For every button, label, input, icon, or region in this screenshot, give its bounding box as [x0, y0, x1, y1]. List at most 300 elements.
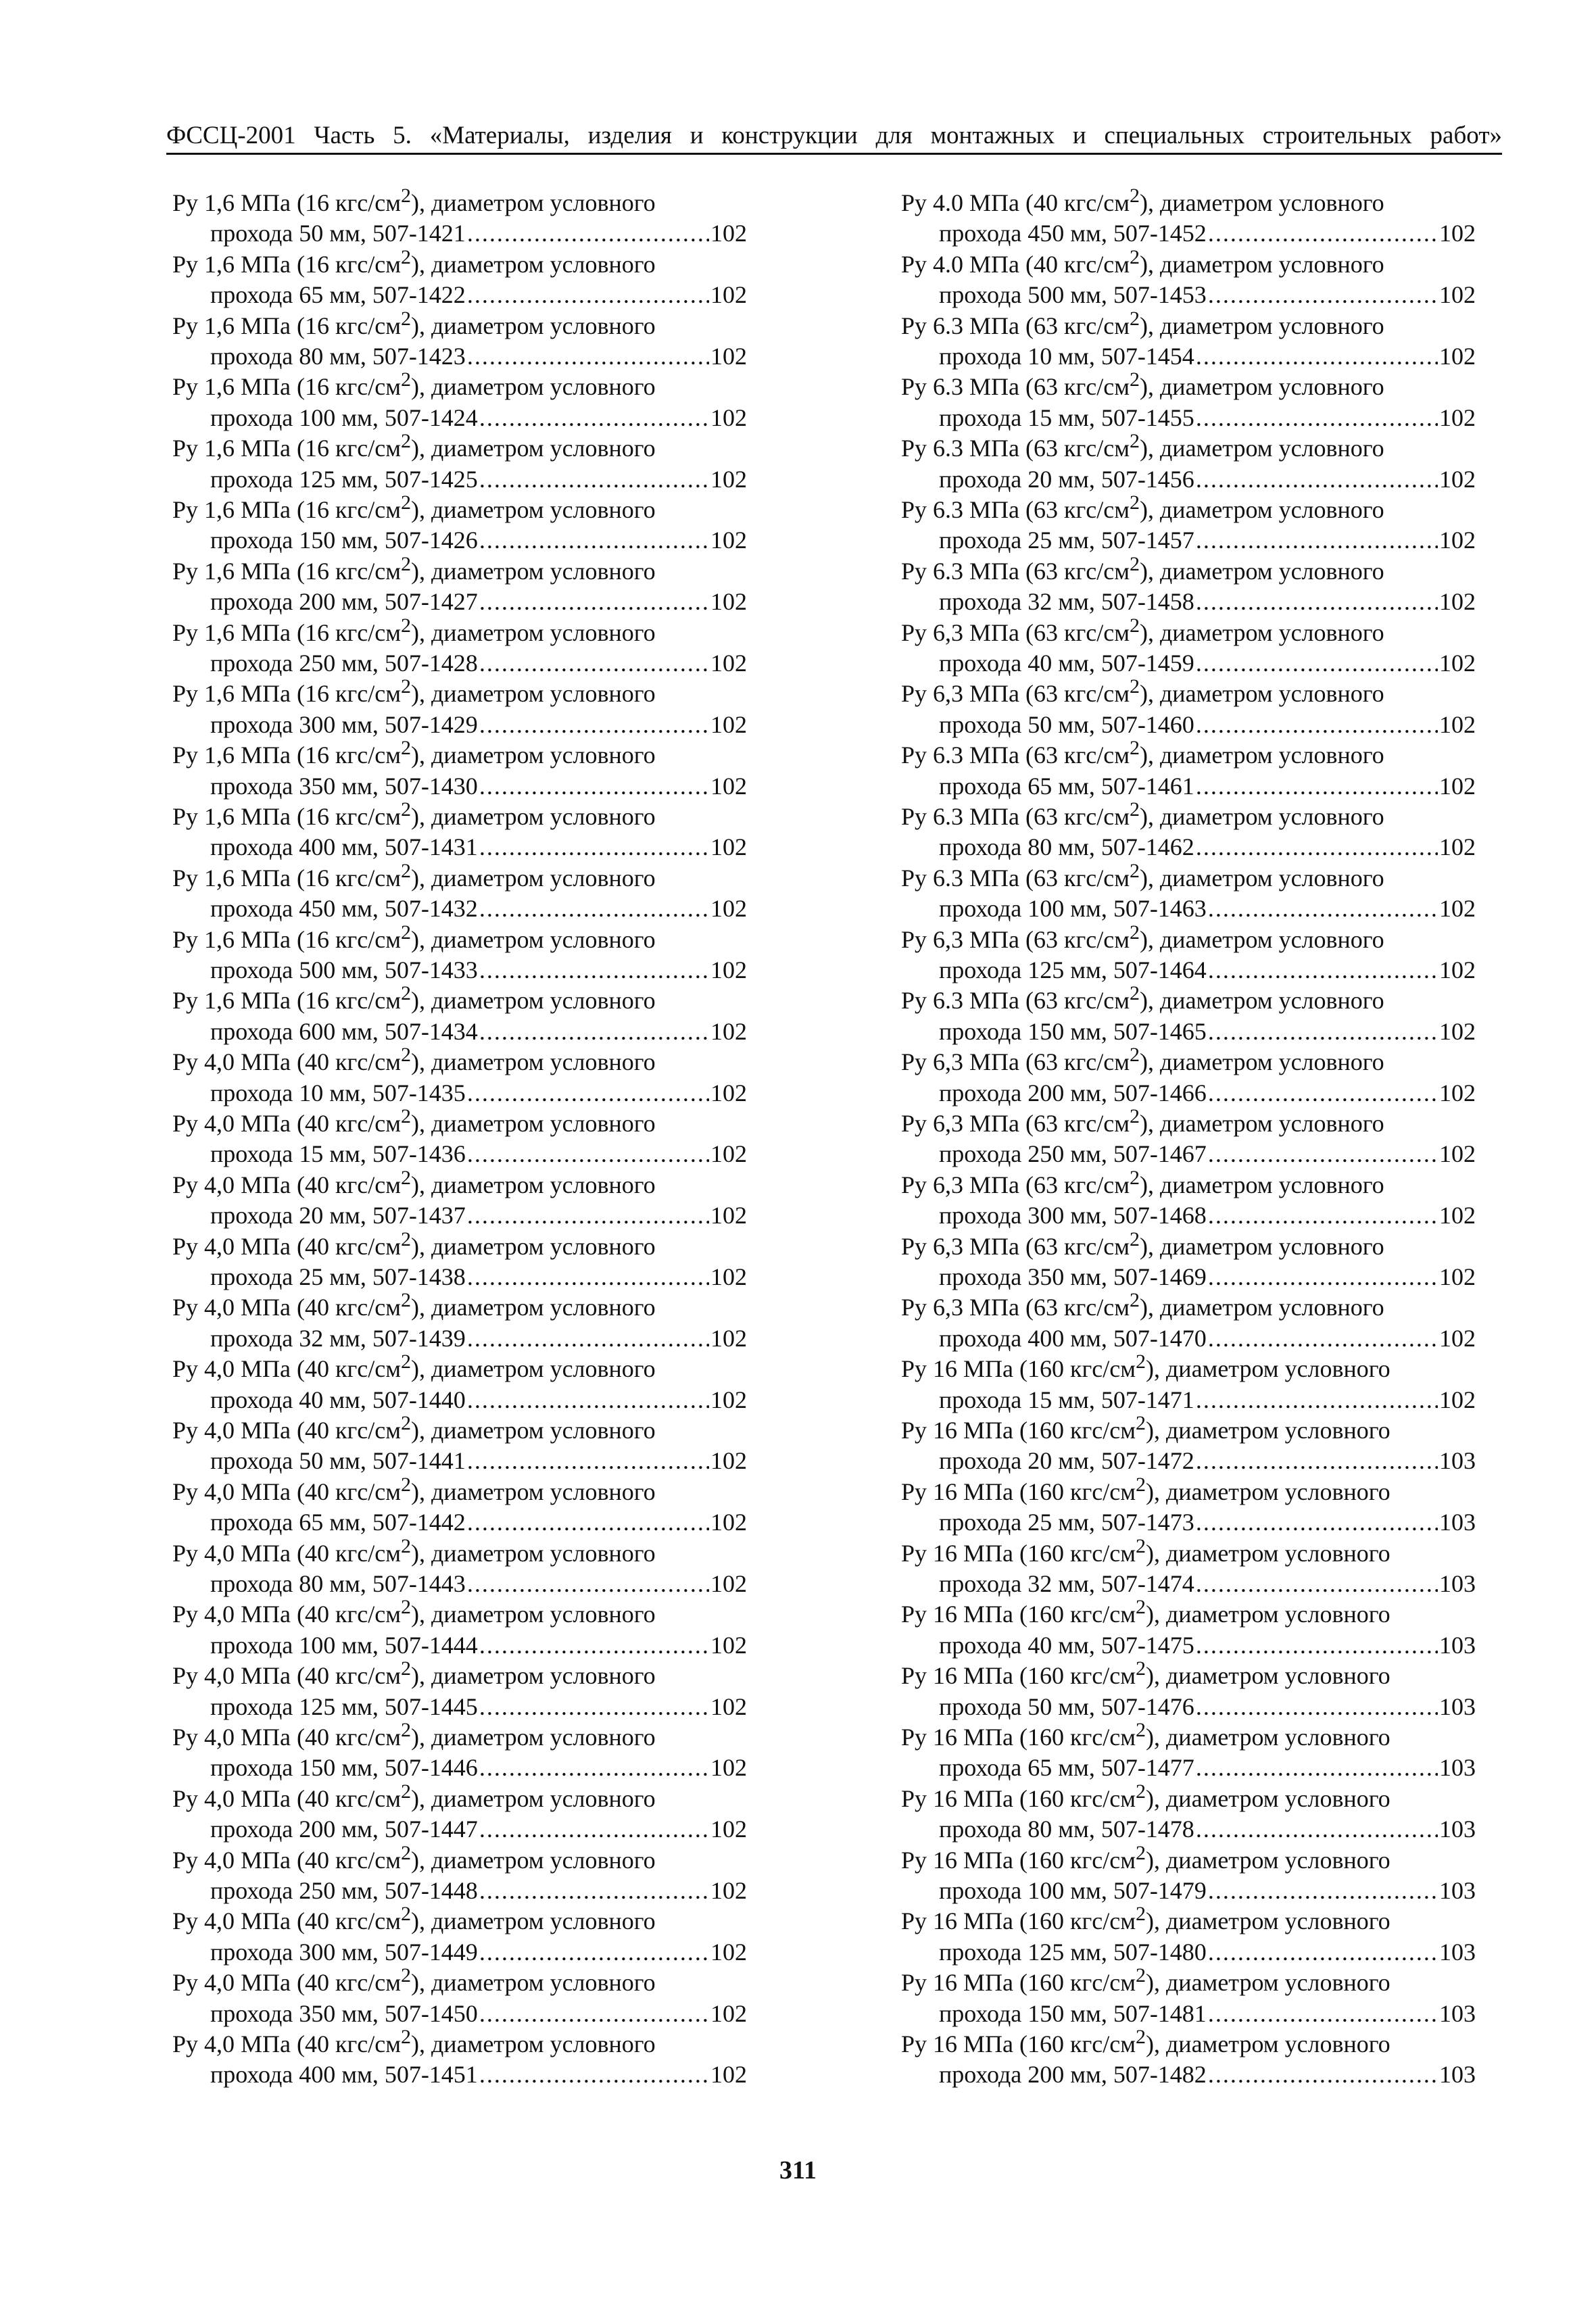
entry-code: прохода 150 мм, 507-1446	[210, 1754, 478, 1782]
entry-description-rest: ), диаметром условного	[411, 2030, 656, 2057]
superscript-2: 2	[401, 982, 411, 1005]
superscript-2: 2	[401, 552, 411, 575]
index-entry	[901, 1346, 1476, 1413]
index-entry	[172, 364, 747, 431]
entry-description-rest: ), диаметром условного	[411, 1109, 656, 1137]
superscript-2: 2	[401, 1534, 411, 1557]
superscript-2: 2	[401, 185, 411, 207]
entry-pressure: Ру 6.3 МПа (63 кгс/см	[901, 373, 1130, 401]
entry-page: 102	[710, 1816, 747, 1843]
entry-page: 102	[1439, 527, 1476, 554]
entry-description-rest: ), диаметром условного	[1146, 1601, 1391, 1628]
index-entry	[172, 1346, 747, 1413]
entry-description-rest: ), диаметром условного	[411, 1846, 656, 1874]
entry-pressure: Ру 4,0 МПа (40 кгс/см	[172, 1601, 401, 1628]
superscript-2: 2	[1130, 430, 1140, 453]
entry-pressure: Ру 6,3 МПа (63 кгс/см	[901, 618, 1130, 646]
entry-pressure: Ру 6,3 МПа (63 кгс/см	[901, 1232, 1130, 1260]
entry-pressure: Ру 16 МПа (160 кгс/см	[901, 1416, 1136, 1444]
index-entry	[172, 1285, 747, 1352]
index-entry	[901, 1592, 1476, 1659]
entry-code: прохода 250 мм, 507-1467	[939, 1140, 1207, 1168]
entry-page: 102	[1439, 710, 1476, 738]
entry-page: 102	[710, 956, 747, 983]
entry-pressure: Ру 6.3 МПа (63 кгс/см	[901, 312, 1130, 339]
index-entry	[901, 303, 1476, 370]
index-column-left	[172, 180, 747, 2089]
entry-pressure: Ру 4,0 МПа (40 кгс/см	[172, 1416, 401, 1444]
entry-description-rest: ), диаметром условного	[1140, 618, 1384, 646]
entry-pressure: Ру 6.3 МПа (63 кгс/см	[901, 987, 1130, 1015]
index-entry	[901, 1101, 1476, 1168]
entry-pressure: Ру 4,0 МПа (40 кгс/см	[172, 1846, 401, 1874]
entry-pressure: Ру 4,0 МПа (40 кгс/см	[172, 1723, 401, 1751]
entry-code: прохода 400 мм, 507-1470	[939, 1324, 1207, 1352]
entry-pressure: Ру 4.0 МПа (40 кгс/см	[901, 250, 1130, 278]
index-entry	[172, 1408, 747, 1475]
entry-code: прохода 100 мм, 507-1463	[939, 895, 1207, 923]
entry-code: прохода 80 мм, 507-1478	[939, 1816, 1194, 1843]
dot-leader	[1208, 2060, 1438, 2090]
entry-description-rest: ), диаметром условного	[411, 250, 656, 278]
entry-description-rest: ), диаметром условного	[411, 1355, 656, 1383]
entry-code: прохода 80 мм, 507-1423	[210, 343, 466, 370]
superscript-2: 2	[401, 1411, 411, 1434]
entry-description-rest: ), диаметром условного	[1146, 1662, 1391, 1690]
entry-code: прохода 15 мм, 507-1455	[939, 404, 1194, 431]
entry-description-rest: ), диаметром условного	[411, 802, 656, 830]
entry-code: прохода 350 мм, 507-1430	[210, 772, 478, 800]
entry-code: прохода 32 мм, 507-1458	[939, 588, 1194, 616]
superscript-2: 2	[401, 1596, 411, 1619]
entry-description-rest: ), диаметром условного	[1140, 1171, 1384, 1198]
entry-description-rest: ), диаметром условного	[411, 864, 656, 892]
index-entry	[172, 549, 747, 616]
entry-code: прохода 50 мм, 507-1441	[210, 1447, 466, 1475]
entry-description	[901, 1653, 1476, 1691]
superscript-2: 2	[1136, 2025, 1146, 2048]
entry-pressure: Ру 1,6 МПа (16 кгс/см	[172, 618, 401, 646]
index-entry	[901, 1838, 1476, 1904]
entry-code: прохода 350 мм, 507-1450	[210, 1999, 478, 2027]
entry-code: прохода 300 мм, 507-1468	[939, 1202, 1207, 1229]
entry-description-rest: ), диаметром условного	[411, 1171, 656, 1198]
index-entry	[901, 1408, 1476, 1475]
entry-page: 102	[710, 833, 747, 861]
entry-page: 102	[710, 1631, 747, 1659]
running-header: ФССЦ-2001 Часть 5. «Материалы, изделия и конструкции для монтажных и специальных строительных работ»	[166, 119, 1502, 155]
page-number: 311	[779, 2156, 817, 2185]
entry-page: 102	[1439, 1017, 1476, 1045]
superscript-2: 2	[401, 2025, 411, 2048]
entry-page: 102	[710, 1876, 747, 1904]
entry-description	[901, 2022, 1476, 2060]
entry-description-rest: ), диаметром условного	[1146, 2030, 1391, 2057]
entry-pressure: Ру 4,0 МПа (40 кгс/см	[172, 1171, 401, 1198]
superscript-2: 2	[1130, 368, 1140, 391]
entry-pressure: Ру 1,6 МПа (16 кгс/см	[172, 987, 401, 1015]
entry-pressure: Ру 6.3 МПа (63 кгс/см	[901, 864, 1130, 892]
entry-pressure: Ру 16 МПа (160 кгс/см	[901, 1539, 1136, 1567]
entry-description-rest: ), диаметром условного	[411, 1969, 656, 1997]
superscript-2: 2	[401, 1473, 411, 1496]
superscript-2: 2	[401, 1227, 411, 1250]
entry-code: прохода 20 мм, 507-1437	[210, 1202, 466, 1229]
index-entry	[172, 303, 747, 370]
index-entry	[901, 671, 1476, 738]
entry-pressure: Ру 1,6 МПа (16 кгс/см	[172, 435, 401, 462]
superscript-2: 2	[1130, 245, 1140, 268]
superscript-2: 2	[1136, 1473, 1146, 1496]
entry-code: прохода 300 мм, 507-1429	[210, 710, 478, 738]
entry-page: 102	[710, 2061, 747, 2089]
superscript-2: 2	[401, 1718, 411, 1741]
entry-page: 102	[710, 1017, 747, 1045]
entry-code: прохода 65 мм, 507-1422	[210, 281, 466, 309]
entry-page: 102	[710, 772, 747, 800]
superscript-2: 2	[1130, 1166, 1140, 1189]
entry-page: 102	[710, 1324, 747, 1352]
entry-page: 102	[1439, 772, 1476, 800]
entry-page: 103	[1439, 1569, 1476, 1597]
entry-pressure: Ру 1,6 МПа (16 кгс/см	[172, 680, 401, 708]
index-entry	[172, 242, 747, 309]
entry-code: прохода 65 мм, 507-1442	[210, 1509, 466, 1536]
index-entry	[172, 733, 747, 800]
entry-pressure: Ру 4,0 МПа (40 кгс/см	[172, 1109, 401, 1137]
entry-pressure: Ру 16 МПа (160 кгс/см	[901, 1662, 1136, 1690]
entry-code: прохода 10 мм, 507-1435	[210, 1079, 466, 1106]
superscript-2: 2	[401, 737, 411, 760]
dot-leader	[479, 2060, 709, 2090]
entry-pressure: Ру 16 МПа (160 кгс/см	[901, 2030, 1136, 2057]
entry-page: 102	[1439, 465, 1476, 493]
superscript-2: 2	[1130, 675, 1140, 698]
entry-code: прохода 10 мм, 507-1454	[939, 343, 1194, 370]
entry-code: прохода 450 мм, 507-1452	[939, 220, 1207, 247]
entry-pressure: Ру 16 МПа (160 кгс/см	[901, 1969, 1136, 1997]
entry-code: прохода 50 мм, 507-1421	[210, 220, 466, 247]
entry-pressure: Ру 4,0 МПа (40 кгс/см	[172, 1969, 401, 1997]
entry-page: 102	[1439, 343, 1476, 370]
index-entry	[901, 610, 1476, 677]
entry-description-rest: ), диаметром условного	[1140, 557, 1384, 585]
entry-description-rest: ), диаметром условного	[1146, 1416, 1391, 1444]
entry-description	[901, 180, 1476, 218]
index-entry	[172, 671, 747, 738]
entry-description	[172, 180, 747, 218]
index-entry	[901, 856, 1476, 923]
entry-page: 102	[710, 465, 747, 493]
entry-description-rest: ), диаметром условного	[1140, 312, 1384, 339]
entry-code: прохода 400 мм, 507-1431	[210, 833, 478, 861]
superscript-2: 2	[401, 491, 411, 514]
entry-code: прохода 600 мм, 507-1434	[210, 1017, 478, 1045]
entry-description-rest: ), диаметром условного	[411, 741, 656, 769]
entry-code: прохода 25 мм, 507-1473	[939, 1509, 1194, 1536]
entry-page: 102	[1439, 833, 1476, 861]
entry-description-rest: ), диаметром условного	[1146, 1723, 1391, 1751]
superscript-2: 2	[1136, 1534, 1146, 1557]
entry-page: 102	[710, 1754, 747, 1782]
entry-pressure: Ру 6,3 МПа (63 кгс/см	[901, 1109, 1130, 1137]
index-entry	[901, 1960, 1476, 2027]
index-entry	[901, 978, 1476, 1045]
entry-pressure: Ру 4,0 МПа (40 кгс/см	[172, 1907, 401, 1935]
entry-pressure: Ру 1,6 МПа (16 кгс/см	[172, 741, 401, 769]
entry-code: прохода 80 мм, 507-1443	[210, 1569, 466, 1597]
entry-description-rest: ), диаметром условного	[1146, 1539, 1391, 1567]
entry-pressure: Ру 6,3 МПа (63 кгс/см	[901, 925, 1130, 953]
entry-description	[901, 1960, 1476, 1998]
entry-code: прохода 150 мм, 507-1465	[939, 1017, 1207, 1045]
entry-pressure: Ру 4,0 МПа (40 кгс/см	[172, 2030, 401, 2057]
entry-code: прохода 100 мм, 507-1424	[210, 404, 478, 431]
index-column-right	[901, 180, 1476, 2089]
index-entry	[172, 917, 747, 983]
entry-pressure: Ру 1,6 МПа (16 кгс/см	[172, 312, 401, 339]
entry-code: прохода 300 мм, 507-1449	[210, 1938, 478, 1966]
entry-pressure: Ру 4,0 МПа (40 кгс/см	[172, 1232, 401, 1260]
index-entry	[172, 978, 747, 1045]
entry-description-rest: ), диаметром условного	[1140, 189, 1384, 216]
superscript-2: 2	[1130, 921, 1140, 944]
entry-description-rest: ), диаметром условного	[1140, 1109, 1384, 1137]
entry-code: прохода 125 мм, 507-1425	[210, 465, 478, 493]
index-entry	[172, 2022, 747, 2089]
index-entry	[172, 1592, 747, 1659]
entry-description-rest: ), диаметром условного	[1140, 802, 1384, 830]
entry-description	[901, 1838, 1476, 1876]
entry-pressure: Ру 4,0 МПа (40 кгс/см	[172, 1294, 401, 1321]
entry-code: прохода 125 мм, 507-1464	[939, 956, 1207, 983]
entry-description-rest: ), диаметром условного	[411, 495, 656, 523]
entry-code: прохода 200 мм, 507-1482	[939, 2061, 1207, 2089]
index-entry	[172, 1224, 747, 1290]
superscript-2: 2	[1130, 982, 1140, 1005]
superscript-2: 2	[1130, 307, 1140, 330]
superscript-2: 2	[401, 921, 411, 944]
entry-page: 103	[1439, 1816, 1476, 1843]
entry-code: прохода 150 мм, 507-1426	[210, 527, 478, 554]
entry-code: прохода 40 мм, 507-1459	[939, 649, 1194, 677]
superscript-2: 2	[1130, 1227, 1140, 1250]
entry-pressure: Ру 6.3 МПа (63 кгс/см	[901, 557, 1130, 585]
entry-description-rest: ), диаметром условного	[411, 680, 656, 708]
superscript-2: 2	[401, 1350, 411, 1373]
entry-page: 102	[1439, 649, 1476, 677]
superscript-2: 2	[401, 1104, 411, 1127]
index-entry	[901, 242, 1476, 309]
superscript-2: 2	[401, 614, 411, 637]
index-entry	[172, 1653, 747, 1720]
entry-pressure: Ру 1,6 МПа (16 кгс/см	[172, 925, 401, 953]
entry-page: 103	[1439, 1447, 1476, 1475]
entry-page: 103	[1439, 1754, 1476, 1782]
entry-code: прохода 450 мм, 507-1432	[210, 895, 478, 923]
superscript-2: 2	[1130, 491, 1140, 514]
superscript-2: 2	[1136, 1903, 1146, 1926]
entry-pressure: Ру 6,3 МПа (63 кгс/см	[901, 680, 1130, 708]
superscript-2: 2	[1136, 1964, 1146, 1987]
superscript-2: 2	[401, 1657, 411, 1680]
superscript-2: 2	[401, 368, 411, 391]
entry-page: 102	[710, 404, 747, 431]
entry-page: 102	[710, 1079, 747, 1106]
entry-description-rest: ), диаметром условного	[1140, 680, 1384, 708]
entry-description	[901, 1531, 1476, 1569]
entry-page: 102	[1439, 1263, 1476, 1290]
entry-code: прохода 40 мм, 507-1475	[939, 1631, 1194, 1659]
entry-code: прохода 500 мм, 507-1453	[939, 281, 1207, 309]
entry-page: 102	[710, 1999, 747, 2027]
entry-code: прохода 25 мм, 507-1438	[210, 1263, 466, 1290]
entry-description-rest: ), диаметром условного	[411, 1294, 656, 1321]
entry-pressure: Ру 1,6 МПа (16 кгс/см	[172, 802, 401, 830]
entry-code: прохода 200 мм, 507-1466	[939, 1079, 1207, 1106]
entry-description-rest: ), диаметром условного	[1146, 1969, 1391, 1997]
entry-description-rest: ), диаметром условного	[1140, 250, 1384, 278]
entry-pressure: Ру 4,0 МПа (40 кгс/см	[172, 1478, 401, 1505]
superscript-2: 2	[1130, 859, 1140, 882]
entry-description-rest: ), диаметром условного	[411, 1539, 656, 1567]
entry-code: прохода 400 мм, 507-1451	[210, 2061, 478, 2089]
entry-description	[901, 1469, 1476, 1507]
entry-description-rest: ), диаметром условного	[411, 373, 656, 401]
superscript-2: 2	[1130, 552, 1140, 575]
index-entry	[901, 549, 1476, 616]
entry-page: 102	[710, 527, 747, 554]
index-entry	[901, 364, 1476, 431]
entry-page: 102	[710, 220, 747, 247]
entry-page: 102	[1439, 1079, 1476, 1106]
entry-code: прохода 100 мм, 507-1479	[939, 1876, 1207, 1904]
index-entry	[172, 1163, 747, 1229]
entry-pressure: Ру 6.3 МПа (63 кгс/см	[901, 495, 1130, 523]
entry-description-rest: ), диаметром условного	[1140, 925, 1384, 953]
superscript-2: 2	[401, 798, 411, 821]
entry-code: прохода 32 мм, 507-1439	[210, 1324, 466, 1352]
index-entry	[901, 1899, 1476, 1966]
entry-pressure: Ру 6.3 МПа (63 кгс/см	[901, 435, 1130, 462]
entry-description-rest: ), диаметром условного	[411, 312, 656, 339]
index-entry	[172, 856, 747, 923]
entry-pressure: Ру 1,6 МПа (16 кгс/см	[172, 250, 401, 278]
superscript-2: 2	[401, 1964, 411, 1987]
entry-code: прохода 80 мм, 507-1462	[939, 833, 1194, 861]
entry-code: прохода 32 мм, 507-1474	[939, 1569, 1194, 1597]
entry-description	[901, 1592, 1476, 1630]
index-entry	[901, 1531, 1476, 1597]
entry-description-rest: ), диаметром условного	[1140, 987, 1384, 1015]
entry-pressure: Ру 16 МПа (160 кгс/см	[901, 1601, 1136, 1628]
superscript-2: 2	[1130, 185, 1140, 207]
superscript-2: 2	[401, 1166, 411, 1189]
superscript-2: 2	[1136, 1841, 1146, 1864]
entry-page: 103	[1439, 1692, 1476, 1720]
superscript-2: 2	[1130, 614, 1140, 637]
index-entry	[901, 1776, 1476, 1843]
entry-description-rest: ), диаметром условного	[411, 1662, 656, 1690]
index-entry	[172, 1899, 747, 1966]
entry-page: 102	[1439, 404, 1476, 431]
entry-code: прохода 250 мм, 507-1428	[210, 649, 478, 677]
entry-code: прохода 125 мм, 507-1445	[210, 1692, 478, 1720]
index-entry	[901, 917, 1476, 983]
entry-description-rest: ), диаметром условного	[1140, 741, 1384, 769]
entry-page: 103	[1439, 2061, 1476, 2089]
entry-pressure: Ру 16 МПа (160 кгс/см	[901, 1846, 1136, 1874]
index-entry	[901, 1163, 1476, 1229]
entry-pressure: Ру 1,6 МПа (16 кгс/см	[172, 495, 401, 523]
entry-description-rest: ), диаметром условного	[411, 925, 656, 953]
entry-pressure: Ру 4,0 МПа (40 кгс/см	[172, 1048, 401, 1076]
superscript-2: 2	[401, 307, 411, 330]
entry-description-rest: ), диаметром условного	[411, 1601, 656, 1628]
entry-code: прохода 100 мм, 507-1444	[210, 1631, 478, 1659]
index-entry	[901, 794, 1476, 861]
entry-page: 102	[1439, 281, 1476, 309]
index-entry	[172, 180, 747, 247]
superscript-2: 2	[1136, 1718, 1146, 1741]
entry-description-rest: ), диаметром условного	[411, 1907, 656, 1935]
entry-pressure: Ру 6,3 МПа (63 кгс/см	[901, 1171, 1130, 1198]
index-entry	[172, 1531, 747, 1597]
entry-page: 103	[1439, 1938, 1476, 1966]
entry-page: 102	[1439, 588, 1476, 616]
index-entry	[172, 1040, 747, 1106]
entry-page: 102	[1439, 1386, 1476, 1413]
entry-description-rest: ), диаметром условного	[411, 618, 656, 646]
entry-pressure: Ру 4.0 МПа (40 кгс/см	[901, 189, 1130, 216]
entry-page: 102	[710, 1692, 747, 1720]
entry-page: 102	[710, 895, 747, 923]
superscript-2: 2	[1130, 1104, 1140, 1127]
index-entry	[901, 487, 1476, 554]
entry-page: 102	[710, 710, 747, 738]
entry-pressure: Ру 4,0 МПа (40 кгс/см	[172, 1355, 401, 1383]
entry-pressure: Ру 16 МПа (160 кгс/см	[901, 1355, 1136, 1383]
entry-description	[901, 1715, 1476, 1753]
entry-description-rest: ), диаметром условного	[1140, 1294, 1384, 1321]
entry-pressure: Ру 6.3 МПа (63 кгс/см	[901, 741, 1130, 769]
entry-page: 102	[1439, 956, 1476, 983]
entry-pressure: Ру 1,6 МПа (16 кгс/см	[172, 557, 401, 585]
index-entry	[172, 1101, 747, 1168]
entry-code: прохода 250 мм, 507-1448	[210, 1876, 478, 1904]
superscript-2: 2	[1136, 1350, 1146, 1373]
entry-pressure: Ру 1,6 МПа (16 кгс/см	[172, 189, 401, 216]
entry-pressure: Ру 16 МПа (160 кгс/см	[901, 1784, 1136, 1812]
entry-description	[901, 1899, 1476, 1936]
entry-description-rest: ), диаметром условного	[411, 1784, 656, 1812]
entry-code: прохода 25 мм, 507-1457	[939, 527, 1194, 554]
entry-pressure: Ру 6,3 МПа (63 кгс/см	[901, 1294, 1130, 1321]
entry-description-rest: ), диаметром условного	[411, 1416, 656, 1444]
entry-code: прохода 350 мм, 507-1469	[939, 1263, 1207, 1290]
entry-description-rest: ), диаметром условного	[1146, 1478, 1391, 1505]
entry-code: прохода 20 мм, 507-1472	[939, 1447, 1194, 1475]
index-entry	[172, 487, 747, 554]
entry-page: 102	[1439, 895, 1476, 923]
entry-page: 102	[710, 1938, 747, 1966]
entry-pressure: Ру 4,0 МПа (40 кгс/см	[172, 1539, 401, 1567]
entry-description-rest: ), диаметром условного	[1146, 1907, 1391, 1935]
entry-page: 102	[710, 343, 747, 370]
superscript-2: 2	[401, 1903, 411, 1926]
entry-description-rest: ), диаметром условного	[1140, 373, 1384, 401]
entry-code: прохода 50 мм, 507-1460	[939, 710, 1194, 738]
